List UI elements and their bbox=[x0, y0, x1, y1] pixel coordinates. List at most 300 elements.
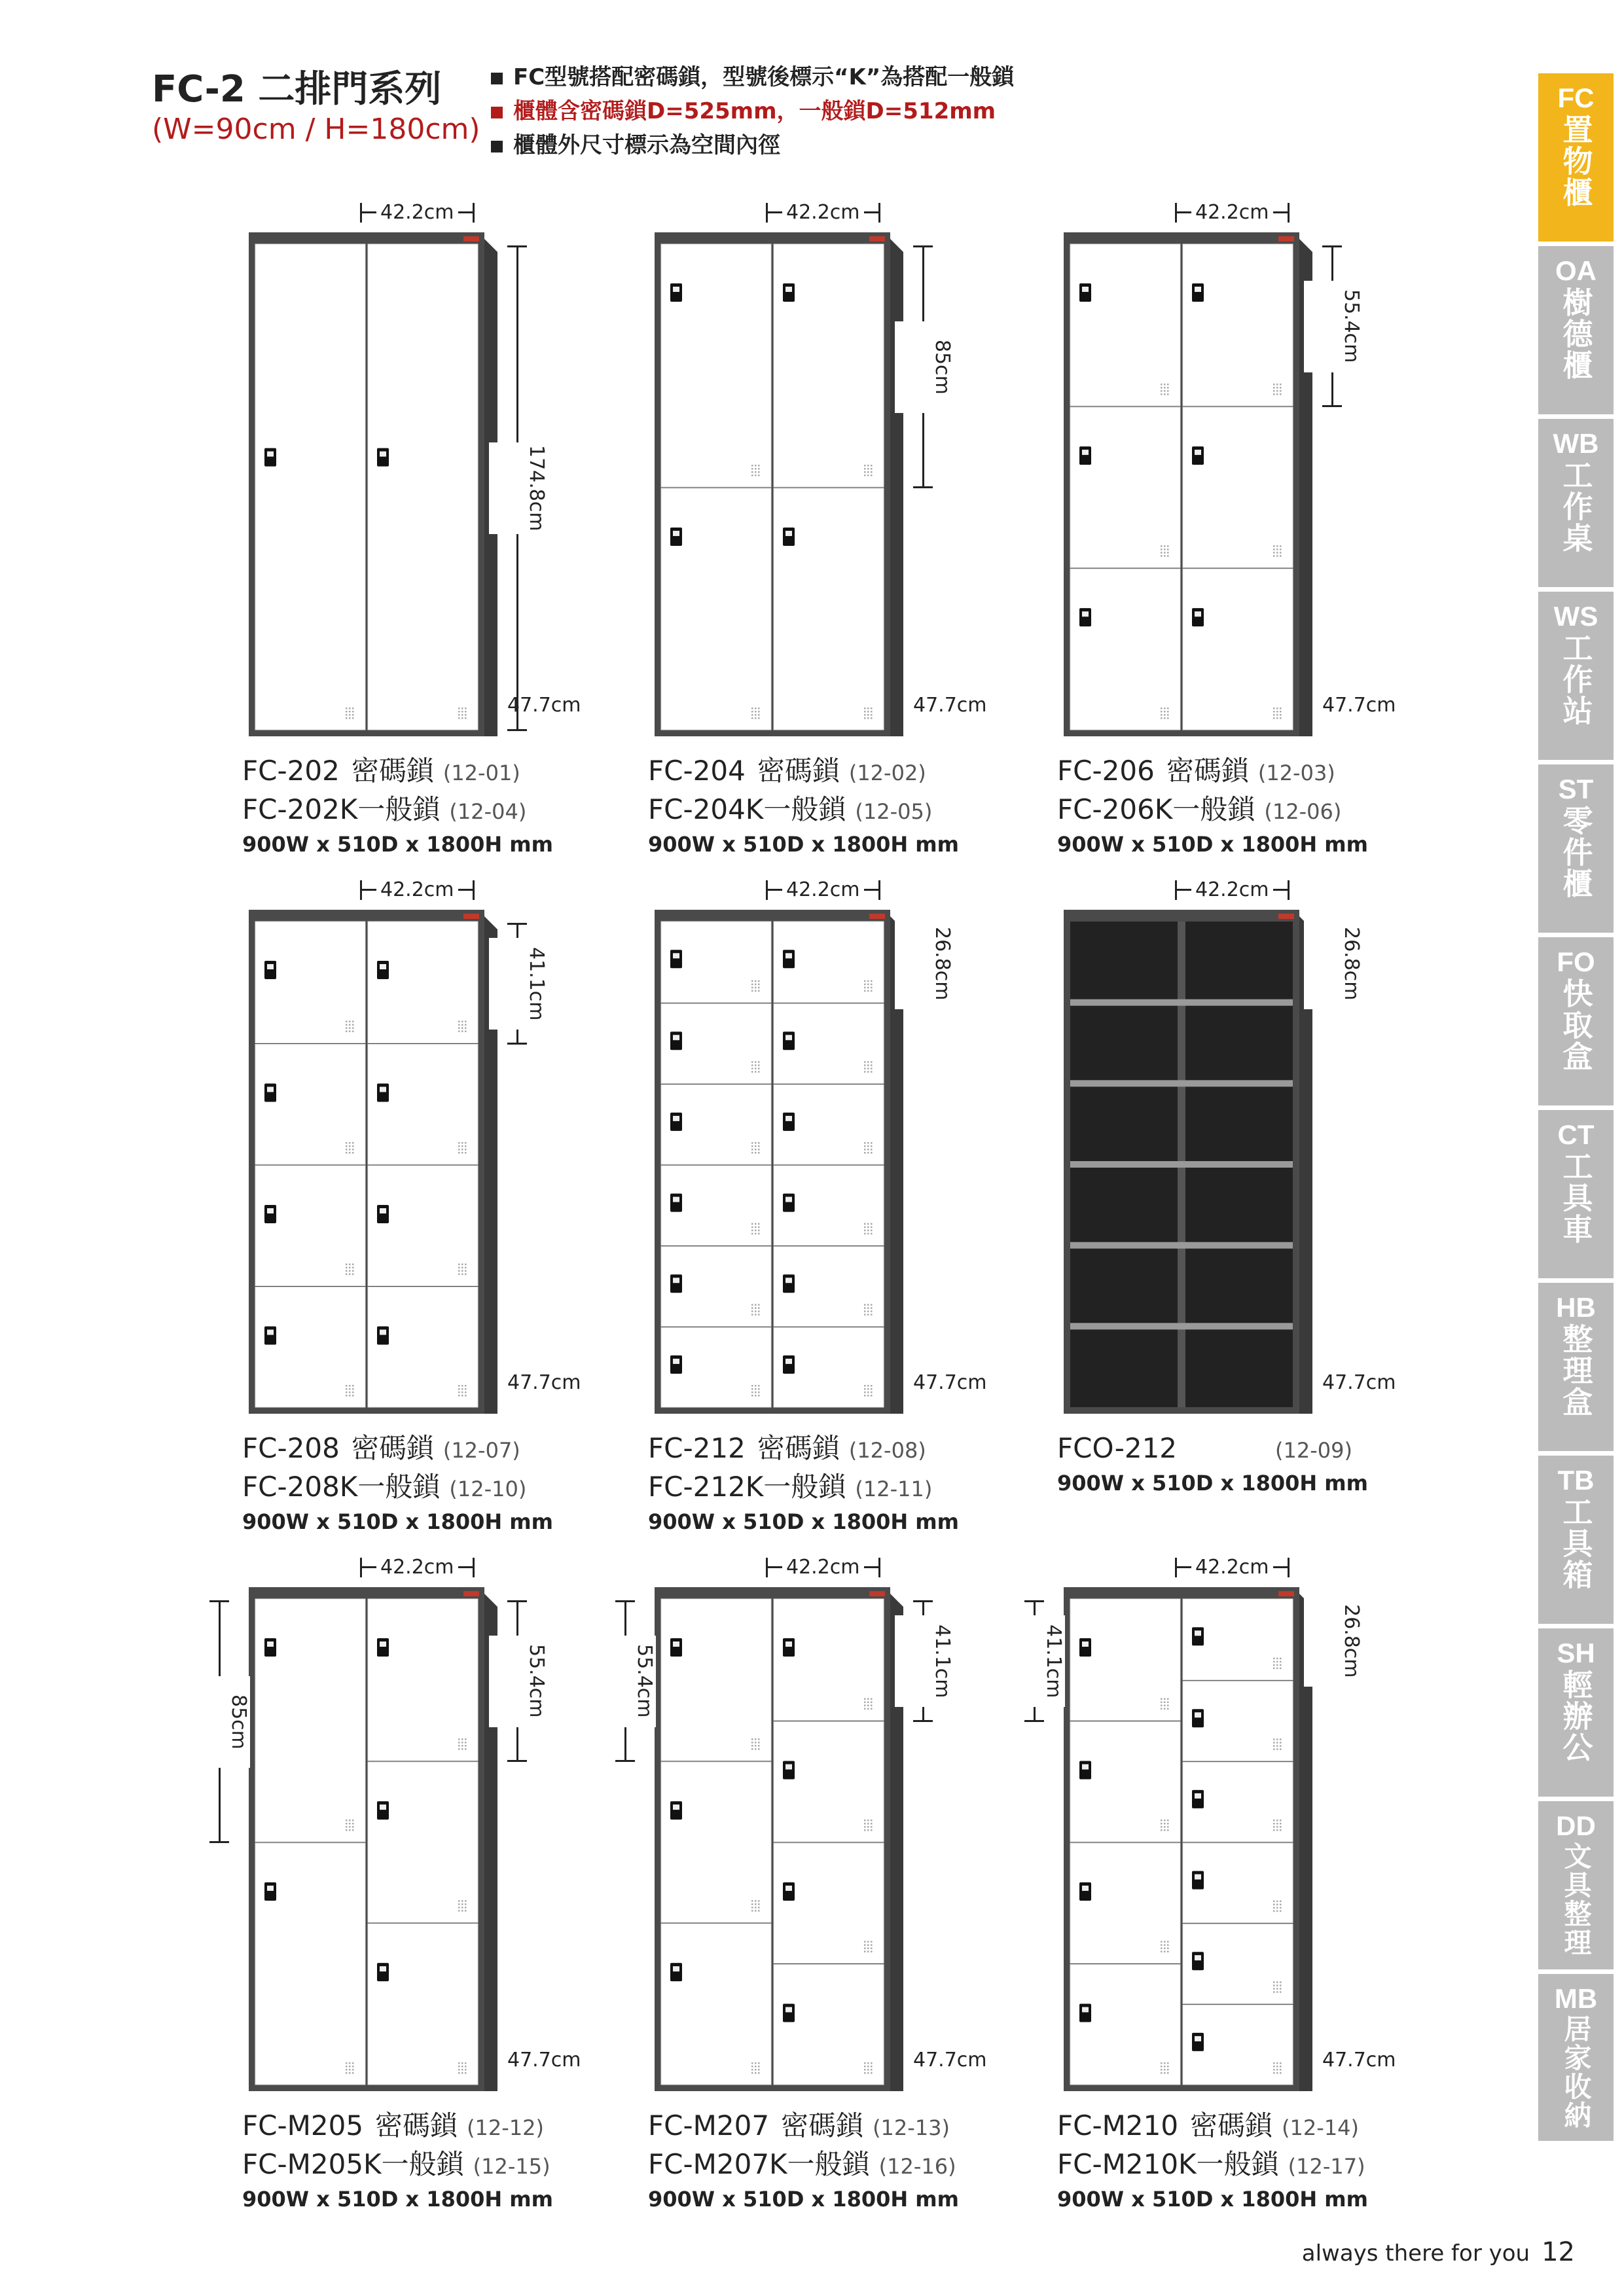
tab-sh[interactable]: SH 輕辦公 bbox=[1538, 1628, 1614, 1797]
product-code: (12-03) bbox=[1257, 761, 1335, 785]
note-item: 櫃體外尺寸標示為空間內徑 bbox=[491, 128, 1014, 162]
height-dimension bbox=[1322, 923, 1363, 1004]
dim-line bbox=[1273, 211, 1288, 213]
model-k-line bbox=[1057, 791, 1368, 830]
product-code: (12-13) bbox=[873, 2115, 950, 2140]
dim-label: 41.1cm bbox=[489, 938, 548, 1030]
series-title: FC-2 二排門系列 bbox=[152, 68, 442, 111]
product-code: (12-09) bbox=[1275, 1438, 1352, 1463]
dim-line bbox=[1177, 889, 1191, 891]
lock-keypad bbox=[783, 528, 795, 546]
dim-tick bbox=[1288, 880, 1290, 900]
locker-door bbox=[368, 1287, 478, 1408]
lock-keypad bbox=[377, 1205, 389, 1223]
dim-line bbox=[768, 1566, 782, 1568]
model-name: FC-208 bbox=[242, 1432, 340, 1464]
page-footer bbox=[1302, 2237, 1575, 2267]
width-dimension bbox=[1175, 1556, 1290, 1579]
lock-keypad bbox=[264, 1638, 276, 1657]
dim-line bbox=[362, 1566, 376, 1568]
locker-door bbox=[1070, 1599, 1180, 1721]
dim-tick bbox=[1024, 1720, 1044, 1722]
locker-door bbox=[1070, 244, 1180, 406]
product-k-code: (12-15) bbox=[473, 2154, 550, 2179]
dim-line bbox=[1273, 889, 1288, 891]
dim-line bbox=[864, 1566, 878, 1568]
dim-line bbox=[458, 1566, 473, 1568]
product-caption bbox=[1057, 2108, 1368, 2214]
lock-keypad bbox=[783, 1194, 795, 1212]
lock-type: 密碼鎖 bbox=[1190, 2109, 1273, 2142]
depth-label: 47.7cm bbox=[507, 2049, 581, 2072]
note-item: FC型號搭配密碼鎖，型號後標示“K”為搭配一般鎖 bbox=[491, 60, 1014, 94]
dim-tick bbox=[473, 203, 475, 223]
locker-door bbox=[774, 1599, 884, 1721]
locker-door bbox=[661, 1762, 771, 1922]
depth-label: 47.7cm bbox=[1322, 2049, 1396, 2072]
model-k-line bbox=[242, 1469, 553, 1507]
lock-type: 密碼鎖 bbox=[351, 755, 434, 787]
dim-label: 26.8cm bbox=[1304, 918, 1363, 1009]
model-k-name: FC-202K bbox=[242, 793, 358, 825]
lock-keypad bbox=[264, 961, 276, 979]
depth-label: 47.7cm bbox=[1322, 1371, 1396, 1394]
width-dimension bbox=[766, 1556, 880, 1579]
lock-k-type: 一般鎖 bbox=[357, 793, 441, 825]
lock-keypad bbox=[783, 283, 795, 302]
product-size: 900W x 510D x 1800H mm bbox=[242, 832, 553, 857]
dim-tick bbox=[615, 1760, 635, 1762]
lock-k-type: 一般鎖 bbox=[357, 1471, 441, 1503]
lock-keypad bbox=[1192, 1871, 1204, 1890]
lock-keypad bbox=[783, 2004, 795, 2022]
product-code: (12-02) bbox=[848, 761, 926, 785]
width-label: 42.2cm bbox=[786, 1556, 860, 1579]
width-dimension bbox=[360, 878, 475, 901]
product-size: 900W x 510D x 1800H mm bbox=[242, 1509, 553, 1534]
model-k-name: FC-206K bbox=[1057, 793, 1173, 825]
dim-line bbox=[1177, 1566, 1191, 1568]
locker-door bbox=[1070, 1843, 1180, 1964]
lock-keypad bbox=[1079, 1761, 1091, 1780]
lock-k-type: 一般鎖 bbox=[763, 1471, 846, 1503]
locker-door bbox=[255, 1045, 365, 1165]
lock-keypad bbox=[670, 1638, 682, 1657]
lock-keypad bbox=[264, 1205, 276, 1223]
lock-keypad bbox=[670, 1801, 682, 1820]
dim-line bbox=[362, 211, 376, 213]
dim-label: 55.4cm bbox=[489, 1636, 548, 1727]
dim-tick bbox=[913, 486, 933, 488]
width-label: 42.2cm bbox=[380, 201, 454, 224]
product-caption bbox=[242, 753, 553, 859]
dim-line bbox=[458, 889, 473, 891]
locker-door bbox=[661, 488, 771, 730]
cabinet bbox=[655, 1587, 903, 2091]
locker-door bbox=[774, 1722, 884, 1842]
locker-door bbox=[774, 1843, 884, 1964]
lock-keypad bbox=[1079, 1882, 1091, 1901]
locker-door bbox=[255, 1287, 365, 1408]
model-k-name: FC-212K bbox=[648, 1471, 764, 1503]
lock-keypad bbox=[670, 1963, 682, 1981]
model-k-line bbox=[1057, 2146, 1368, 2185]
left-height-dimension bbox=[615, 1600, 656, 1762]
lock-keypad bbox=[264, 1882, 276, 1901]
model-k-name: FC-M210K bbox=[1057, 2148, 1197, 2180]
dim-tick bbox=[473, 880, 475, 900]
model-line bbox=[242, 1430, 553, 1469]
lock-keypad bbox=[1079, 608, 1091, 626]
product-k-code: (12-05) bbox=[855, 799, 933, 824]
locker-door bbox=[368, 922, 478, 1043]
dim-tick bbox=[878, 1558, 880, 1577]
width-label: 42.2cm bbox=[786, 201, 860, 224]
lock-type: 密碼鎖 bbox=[781, 2109, 864, 2142]
depth-label: 47.7cm bbox=[507, 1371, 581, 1394]
product-code: (12-01) bbox=[442, 761, 520, 785]
locker-door bbox=[368, 1924, 478, 2085]
spec-notes bbox=[491, 60, 1014, 162]
shelf bbox=[1070, 1323, 1293, 1329]
lock-keypad bbox=[783, 1031, 795, 1050]
model-name: FC-212 bbox=[648, 1432, 746, 1464]
dim-tick bbox=[507, 1760, 527, 1762]
tab-dd[interactable]: DD 文具整理 bbox=[1538, 1801, 1614, 1969]
width-label: 42.2cm bbox=[786, 878, 860, 901]
model-line bbox=[242, 2108, 553, 2146]
product-k-code: (12-17) bbox=[1288, 2154, 1365, 2179]
product-caption bbox=[1057, 753, 1368, 859]
locker-door bbox=[1183, 569, 1293, 730]
lock-type: 密碼鎖 bbox=[351, 1432, 434, 1464]
lock-keypad bbox=[670, 950, 682, 968]
dim-tick bbox=[1322, 405, 1342, 407]
lock-keypad bbox=[264, 448, 276, 467]
tab-fc[interactable]: FC 置物櫃 bbox=[1538, 73, 1614, 242]
lock-keypad bbox=[377, 1638, 389, 1657]
lock-keypad bbox=[1079, 1638, 1091, 1657]
lock-type: 密碼鎖 bbox=[1166, 755, 1249, 787]
height-dimension bbox=[1322, 1600, 1363, 1681]
product-k-code: (12-11) bbox=[855, 1477, 933, 1501]
dim-line bbox=[1273, 1566, 1288, 1568]
cabinet bbox=[1064, 910, 1312, 1414]
dim-line bbox=[458, 211, 473, 213]
cabinet-illustration bbox=[249, 1587, 497, 2091]
lock-keypad bbox=[1192, 2033, 1204, 2051]
locker-door bbox=[1070, 1722, 1180, 1842]
product-caption bbox=[648, 753, 959, 859]
locker-door bbox=[661, 1599, 771, 1761]
lock-keypad bbox=[377, 448, 389, 467]
model-line bbox=[648, 753, 959, 791]
model-k-name: FC-M205K bbox=[242, 2148, 382, 2180]
dim-tick bbox=[473, 1558, 475, 1577]
height-dimension bbox=[913, 1600, 954, 1722]
product-code: (12-14) bbox=[1282, 2115, 1360, 2140]
width-dimension bbox=[1175, 878, 1290, 901]
model-k-line bbox=[242, 2146, 553, 2185]
cabinet bbox=[249, 232, 497, 736]
product-code: (12-12) bbox=[467, 2115, 545, 2140]
lock-keypad bbox=[264, 1084, 276, 1102]
width-label: 42.2cm bbox=[1195, 878, 1269, 901]
lock-keypad bbox=[1192, 446, 1204, 465]
lock-keypad bbox=[783, 1882, 795, 1901]
cabinet-illustration bbox=[249, 232, 497, 736]
product-k-code: (12-06) bbox=[1264, 799, 1342, 824]
tab-fo[interactable]: FO 快取盒 bbox=[1538, 937, 1614, 1105]
model-line bbox=[1057, 1430, 1368, 1469]
tab-oa[interactable]: OA 樹德櫃 bbox=[1538, 246, 1614, 414]
cabinet bbox=[249, 1587, 497, 2091]
locker-door bbox=[1183, 244, 1293, 406]
cabinet-illustration bbox=[1064, 232, 1312, 736]
model-k-line bbox=[648, 1469, 959, 1507]
lock-keypad bbox=[264, 1327, 276, 1345]
shelf bbox=[1070, 1161, 1293, 1168]
tab-ct[interactable]: CT 工具車 bbox=[1538, 1110, 1614, 1278]
cabinet bbox=[1064, 232, 1312, 736]
width-label: 42.2cm bbox=[1195, 201, 1269, 224]
model-line bbox=[648, 1430, 959, 1469]
dim-label: 55.4cm bbox=[1304, 281, 1363, 372]
model-name: FCO-212 bbox=[1057, 1432, 1178, 1464]
category-tabs bbox=[1538, 73, 1614, 2145]
lock-keypad bbox=[670, 283, 682, 302]
product-size: 900W x 510D x 1800H mm bbox=[648, 2187, 959, 2212]
dim-tick bbox=[507, 1043, 527, 1045]
product-size: 900W x 510D x 1800H mm bbox=[648, 832, 959, 857]
tab-ws[interactable]: WS 工作站 bbox=[1538, 592, 1614, 760]
cabinet-illustration bbox=[655, 1587, 903, 2091]
lock-keypad bbox=[783, 950, 795, 968]
depth-label: 47.7cm bbox=[913, 1371, 987, 1394]
lock-keypad bbox=[1192, 608, 1204, 626]
locker-door bbox=[661, 244, 771, 487]
width-label: 42.2cm bbox=[380, 878, 454, 901]
product-caption bbox=[242, 1430, 553, 1536]
note-item: 櫃體含密碼鎖D=525mm，一般鎖D=512mm bbox=[491, 94, 1014, 128]
dim-tick bbox=[507, 729, 527, 731]
locker-door bbox=[661, 1924, 771, 2085]
dim-tick bbox=[209, 1841, 229, 1843]
width-dimension bbox=[766, 201, 880, 224]
model-name: FC-206 bbox=[1057, 755, 1155, 787]
locker-door bbox=[1070, 407, 1180, 567]
lock-keypad bbox=[1192, 283, 1204, 302]
lock-k-type: 一般鎖 bbox=[787, 2148, 870, 2180]
locker-door bbox=[774, 488, 884, 730]
dim-label: 26.8cm bbox=[1304, 1595, 1363, 1687]
lock-keypad bbox=[377, 1084, 389, 1102]
left-height-dimension bbox=[1024, 1600, 1065, 1722]
lock-keypad bbox=[1079, 446, 1091, 465]
locker-door bbox=[774, 244, 884, 487]
product-caption bbox=[242, 2108, 553, 2214]
lock-keypad bbox=[1079, 2004, 1091, 2022]
width-dimension bbox=[1175, 201, 1290, 224]
dim-label: 55.4cm bbox=[597, 1636, 656, 1727]
locker-door bbox=[368, 1762, 478, 1922]
dim-line bbox=[362, 889, 376, 891]
model-k-name: FC-204K bbox=[648, 793, 764, 825]
lock-keypad bbox=[783, 1113, 795, 1131]
width-label: 42.2cm bbox=[1195, 1556, 1269, 1579]
product-caption bbox=[648, 1430, 959, 1536]
tab-mb[interactable]: MB 居家收納 bbox=[1538, 1974, 1614, 2141]
cabinet bbox=[655, 232, 903, 736]
lock-keypad bbox=[670, 528, 682, 546]
tab-wb[interactable]: WB 工作桌 bbox=[1538, 419, 1614, 587]
dim-label: 174.8cm bbox=[489, 442, 548, 534]
product-size: 900W x 510D x 1800H mm bbox=[1057, 832, 1368, 857]
model-line bbox=[1057, 2108, 1368, 2146]
locker-door bbox=[1070, 1965, 1180, 2085]
product-code: (12-07) bbox=[442, 1438, 520, 1463]
lock-keypad bbox=[1192, 1790, 1204, 1808]
product-size: 900W x 510D x 1800H mm bbox=[1057, 2187, 1368, 2212]
model-name: FC-M207 bbox=[648, 2109, 770, 2142]
dim-tick bbox=[1288, 1558, 1290, 1577]
cabinet bbox=[655, 910, 903, 1414]
dim-line bbox=[864, 889, 878, 891]
dim-tick bbox=[878, 880, 880, 900]
locker-door bbox=[368, 1599, 478, 1761]
dim-line bbox=[768, 211, 782, 213]
lock-keypad bbox=[670, 1355, 682, 1374]
locker-door bbox=[368, 244, 478, 730]
tab-tb[interactable]: TB 工具箱 bbox=[1538, 1456, 1614, 1624]
locker-door bbox=[255, 244, 365, 730]
lock-keypad bbox=[670, 1274, 682, 1293]
dim-tick bbox=[1288, 203, 1290, 223]
cabinet-illustration bbox=[655, 910, 903, 1414]
lock-keypad bbox=[1079, 283, 1091, 302]
product-caption bbox=[648, 2108, 959, 2214]
shelf bbox=[1070, 999, 1293, 1006]
dim-label: 85cm bbox=[191, 1676, 250, 1768]
cabinet bbox=[249, 910, 497, 1414]
lock-keypad bbox=[377, 1327, 389, 1345]
cabinet-illustration bbox=[1064, 1587, 1312, 2091]
lock-keypad bbox=[377, 1963, 389, 1981]
product-k-code: (12-04) bbox=[449, 799, 527, 824]
lock-keypad bbox=[1192, 1709, 1204, 1727]
shelf bbox=[1070, 1242, 1293, 1249]
height-dimension bbox=[507, 1600, 548, 1762]
lock-k-type: 一般鎖 bbox=[381, 2148, 464, 2180]
tagline: always there for you bbox=[1301, 2240, 1530, 2267]
width-dimension bbox=[360, 1556, 475, 1579]
model-k-line bbox=[242, 791, 553, 830]
model-line bbox=[242, 753, 553, 791]
model-line bbox=[648, 2108, 959, 2146]
cabinet-illustration bbox=[1064, 910, 1312, 1414]
depth-label: 47.7cm bbox=[913, 2049, 987, 2072]
product-caption bbox=[1057, 1430, 1368, 1498]
locker-door bbox=[255, 1599, 365, 1842]
series-dimensions: (W=90cm / H=180cm) bbox=[152, 113, 480, 146]
product-size: 900W x 510D x 1800H mm bbox=[648, 1509, 959, 1534]
tab-st[interactable]: ST 零件櫃 bbox=[1538, 764, 1614, 933]
dim-label: 26.8cm bbox=[895, 918, 954, 1009]
lock-keypad bbox=[783, 1638, 795, 1657]
lock-keypad bbox=[783, 1274, 795, 1293]
locker-door bbox=[774, 1965, 884, 2085]
cabinet-illustration bbox=[249, 910, 497, 1414]
model-name: FC-204 bbox=[648, 755, 746, 787]
product-k-code: (12-16) bbox=[878, 2154, 956, 2179]
model-k-name: FC-208K bbox=[242, 1471, 358, 1503]
model-name: FC-M210 bbox=[1057, 2109, 1179, 2142]
width-dimension bbox=[360, 201, 475, 224]
dim-label: 41.1cm bbox=[895, 1615, 954, 1707]
locker-door bbox=[368, 1045, 478, 1165]
model-line bbox=[1057, 753, 1368, 791]
height-dimension bbox=[507, 923, 548, 1045]
cabinet bbox=[1064, 1587, 1312, 2091]
page-number: 12 bbox=[1542, 2237, 1575, 2267]
model-k-line bbox=[648, 2146, 959, 2185]
shelf bbox=[1070, 1080, 1293, 1086]
lock-keypad bbox=[783, 1761, 795, 1780]
lock-keypad bbox=[670, 1194, 682, 1212]
lock-k-type: 一般鎖 bbox=[1172, 793, 1255, 825]
lock-keypad bbox=[1192, 1627, 1204, 1645]
lock-type: 密碼鎖 bbox=[757, 1432, 840, 1464]
product-k-code: (12-10) bbox=[449, 1477, 527, 1501]
lock-type: 密碼鎖 bbox=[757, 755, 840, 787]
left-height-dimension bbox=[209, 1600, 250, 1843]
dim-tick bbox=[878, 203, 880, 223]
depth-label: 47.7cm bbox=[1322, 694, 1396, 717]
depth-label: 47.7cm bbox=[507, 694, 581, 717]
lock-type: 密碼鎖 bbox=[375, 2109, 458, 2142]
model-k-name: FC-M207K bbox=[648, 2148, 787, 2180]
dim-line bbox=[1177, 211, 1191, 213]
locker-door bbox=[255, 922, 365, 1043]
dim-line bbox=[768, 889, 782, 891]
dim-label: 41.1cm bbox=[1006, 1615, 1065, 1707]
locker-door bbox=[368, 1166, 478, 1286]
width-dimension bbox=[766, 878, 880, 901]
dim-line bbox=[864, 211, 878, 213]
dim-label: 85cm bbox=[895, 321, 954, 413]
product-size: 900W x 510D x 1800H mm bbox=[242, 2187, 553, 2212]
lock-keypad bbox=[377, 961, 389, 979]
locker-door bbox=[255, 1166, 365, 1286]
model-name: FC-M205 bbox=[242, 2109, 364, 2142]
depth-label: 47.7cm bbox=[913, 694, 987, 717]
tab-hb[interactable]: HB 整理盒 bbox=[1538, 1283, 1614, 1451]
lock-keypad bbox=[670, 1031, 682, 1050]
product-size: 900W x 510D x 1800H mm bbox=[1057, 1471, 1368, 1496]
lock-keypad bbox=[377, 1801, 389, 1820]
lock-keypad bbox=[1192, 1952, 1204, 1970]
lock-keypad bbox=[670, 1113, 682, 1131]
cabinet-illustration bbox=[655, 232, 903, 736]
height-dimension bbox=[913, 923, 954, 1004]
locker-door bbox=[255, 1843, 365, 2085]
locker-door bbox=[1070, 569, 1180, 730]
height-dimension bbox=[1322, 245, 1363, 407]
lock-keypad bbox=[783, 1355, 795, 1374]
lock-k-type: 一般鎖 bbox=[1196, 2148, 1279, 2180]
model-name: FC-202 bbox=[242, 755, 340, 787]
height-dimension bbox=[913, 245, 954, 488]
